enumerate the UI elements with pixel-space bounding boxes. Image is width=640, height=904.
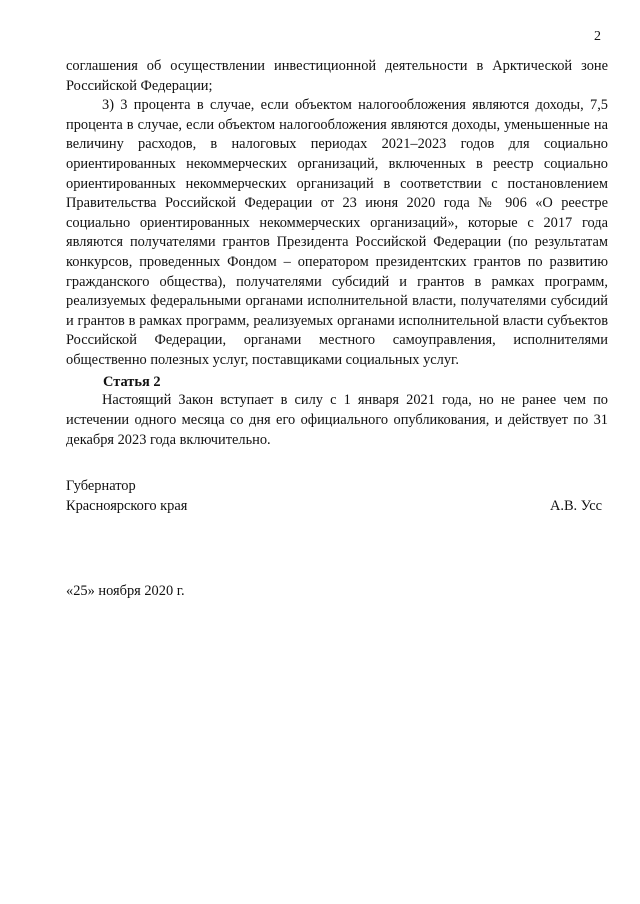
signatory-name: А.В. Усс bbox=[549, 497, 602, 514]
article-2-heading: Статья 2 bbox=[103, 374, 161, 390]
signature-row bbox=[66, 497, 602, 517]
document-body bbox=[66, 57, 608, 371]
paragraph-continuation: соглашения об осуществлении инвестиционной деятельности в Арктической зоне Российской Федерации; bbox=[66, 58, 608, 94]
signatory-title-line1: Губернатор bbox=[66, 478, 136, 494]
page-number: 2 bbox=[594, 29, 601, 44]
signing-date: «25» ноября 2020 г. bbox=[66, 583, 185, 599]
paragraph-item-3: 3) 3 процента в случае, если объектом налогообложения являются доходы, 7,5 процента в случае, если объектом налогообложения являются доходы, уменьшенные на величину расходов, в налоговых периодах 2021–2023 годов для социально ориентированных некоммерческих организаций, включенных в реестр социально ориентированных некоммерческих организаций в соответствии с постановлением Правительства Российской Федерации от 23 июня 2020 года № 906 «О реестре социально ориентированных некоммерческих организаций», которые с 2017 года являются получателями грантов Президента Российской Федерации (по результатам конкурсов, проведенных Фондом – оператором президентских грантов по развитию гражданского общества), получателями субсидий и грантов в рамках программ, реализуемых федеральными органами исполнительной власти, получателями субсидий и грантов в рамках программ, реализуемых органами исполнительной власти субъектов Российской Федерации, органами местного самоуправления, исполнителями общественно полезных услуг, поставщиками социальных услуг. bbox=[66, 97, 608, 368]
article-2-text: Настоящий Закон вступает в силу с 1 января 2021 года, но не ранее чем по истечении одного месяца со дня его официального опубликования, и действует по 31 декабря 2023 года включительно. bbox=[66, 392, 608, 448]
signature-block bbox=[66, 477, 602, 516]
signatory-title-line2: Красноярского края bbox=[66, 497, 188, 514]
